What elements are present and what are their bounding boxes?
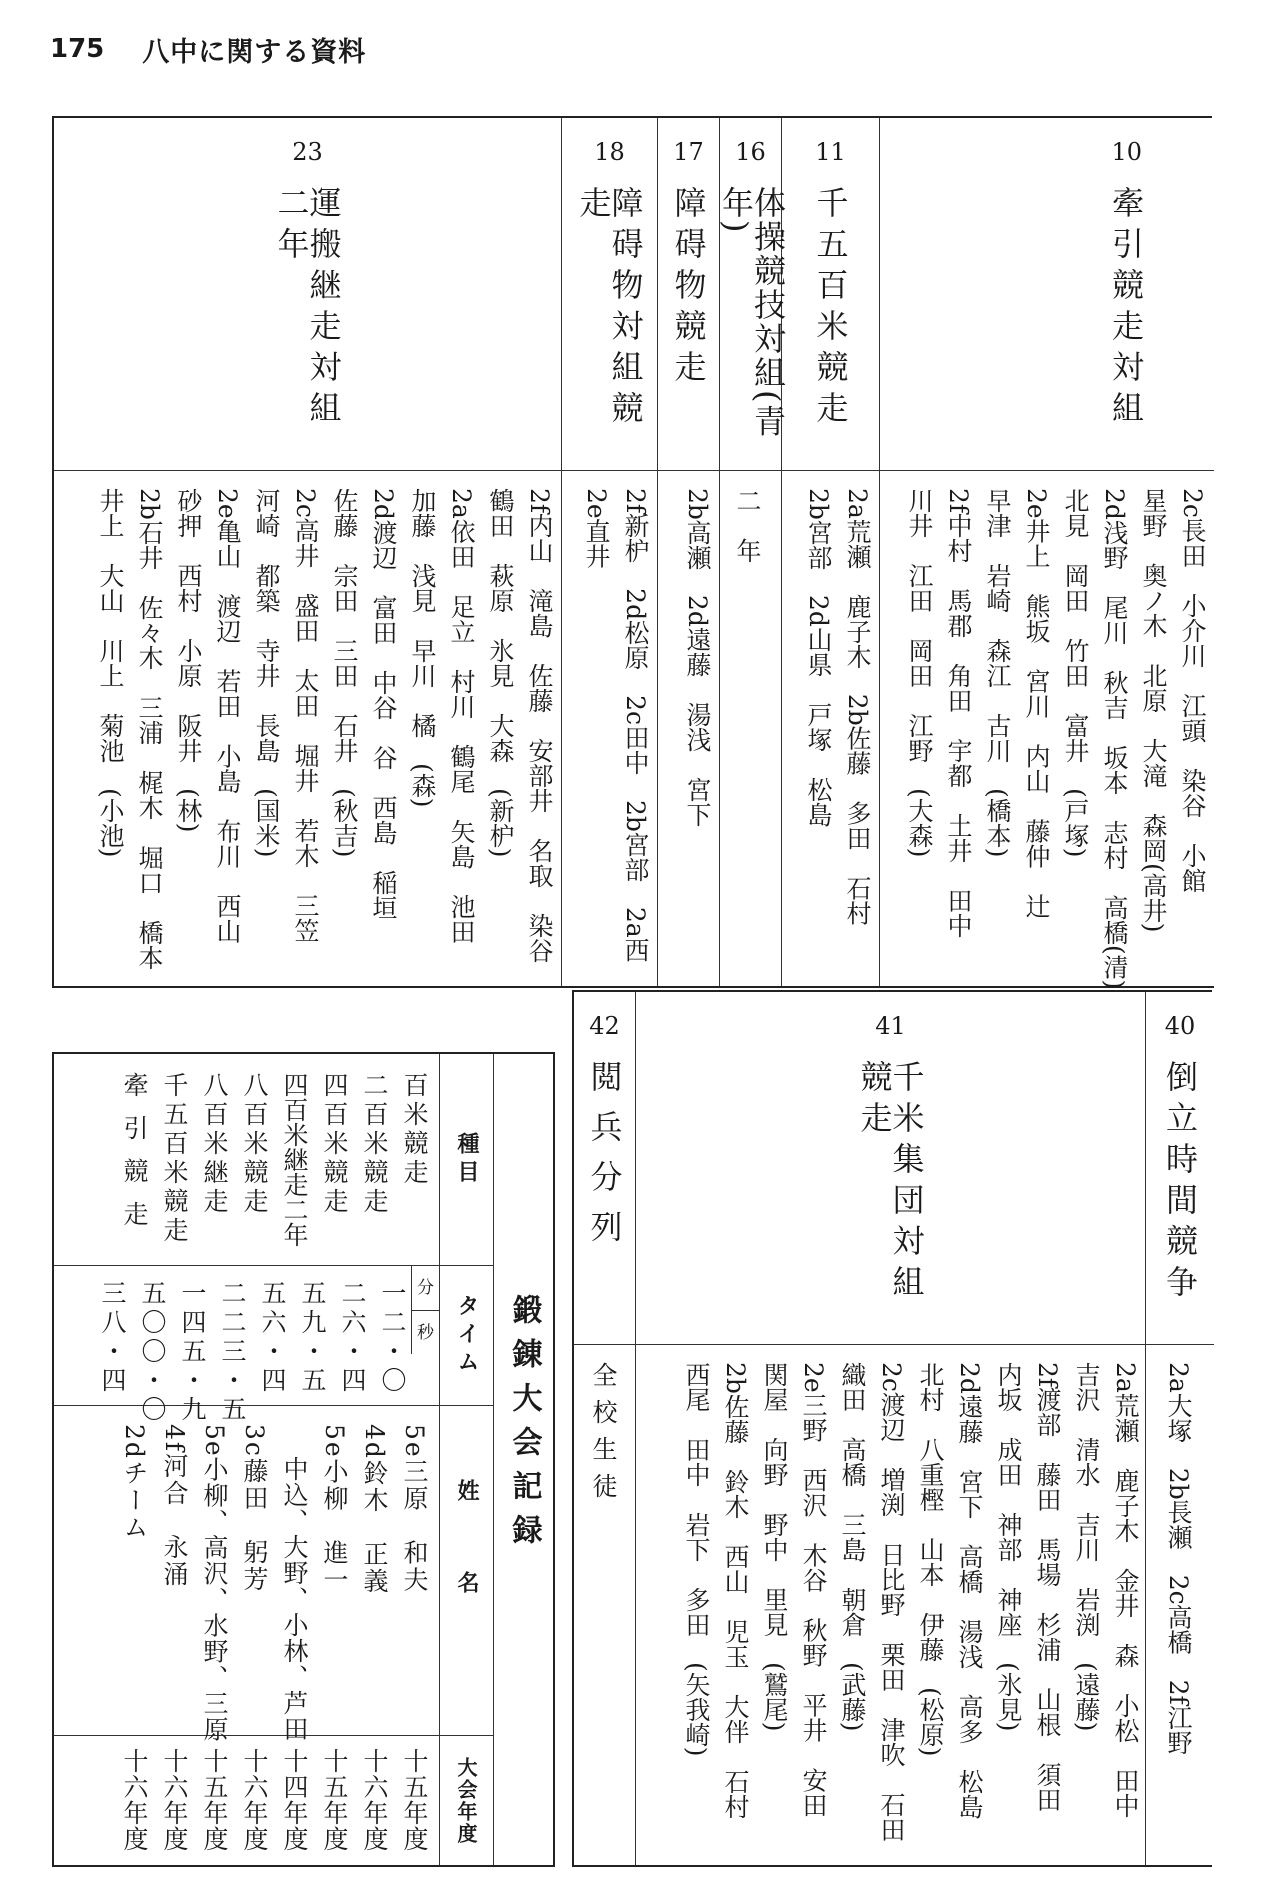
time-cell: 五〇〇・〇 (138, 1280, 167, 1425)
page-header (50, 24, 366, 74)
participant-list: 2b高瀬 2d遠藤 湯浅 宮下 (683, 488, 712, 827)
event-number: 18 (594, 138, 625, 166)
record-title-text: 鍛錬大会記録 (506, 1294, 542, 1558)
participant-list: 全校生徒 (589, 1362, 618, 1510)
time-cell: 二六・四 (338, 1280, 367, 1396)
event-number: 11 (815, 138, 846, 166)
event-column-42 (574, 992, 636, 1865)
participant-list: 2a荒瀬 鹿子木 2b佐藤 多田 石村 2b宮部 2d山県 戸塚 松島 (804, 488, 872, 926)
event-number: 23 (292, 138, 323, 166)
year-cell: 十六年度 (120, 1748, 149, 1852)
time-label: タイム (439, 1266, 493, 1405)
event-cell: 八百米競走 (240, 1072, 269, 1217)
event-title: 障碍物対組競走 (574, 186, 645, 432)
event-header (1146, 992, 1214, 1345)
year-cell: 十六年度 (160, 1748, 189, 1852)
event-number: 16 (735, 138, 766, 166)
name-cell: 2dチーム (120, 1424, 149, 1541)
time-cell: 一二・〇 (378, 1280, 407, 1396)
time-row (54, 1266, 493, 1425)
year-cell: 十四年度 (280, 1748, 309, 1852)
event-title: 牽引競走対組 (1107, 186, 1145, 432)
participant-list: 二 年 (733, 488, 762, 563)
event-column-16 (717, 118, 787, 986)
event-header (54, 118, 561, 471)
time-cell: 三八・四 (98, 1280, 127, 1396)
year-cell: 十六年度 (360, 1748, 389, 1852)
event-column-40 (1146, 992, 1214, 1865)
event-cell: 二百米競走 (360, 1072, 389, 1217)
year-cell: 十六年度 (240, 1748, 269, 1852)
name-cell: 5e小柳 進一 (320, 1424, 349, 1594)
event-column-41 (636, 992, 1146, 1865)
year-row (54, 1736, 493, 1865)
event-cell: 牽引競走 (120, 1072, 149, 1244)
participant-list: 2c長田 小介川 江頭 染谷 小館 星野 奥ノ木 北原 大滝 森岡(高井) 2d浅野 尾川 秋吉 坂本 志村 高橋(清) 北見 岡田 竹田 富井 (戸塚) 2e井上 熊坂 宮川 内山 藤仲 辻 早津 岩崎 森江 古川 (橋本) 2f中村 馬郡 角田 宇都 土井 田中 川井 江田 岡田 江野 (大森) (905, 488, 1207, 990)
event-title: 千米集団対組競走 (855, 1060, 926, 1306)
event-title: 運搬継走対組二年 (272, 186, 343, 432)
event-column-18 (562, 118, 658, 986)
event-header (562, 118, 657, 471)
event-column-10 (880, 118, 1214, 990)
top-event-table (52, 118, 1214, 988)
minute-label: 分 (411, 1266, 439, 1310)
name-cell: 3c藤田 躬芳 (240, 1424, 269, 1593)
event-cell: 百米競走 (400, 1072, 429, 1188)
year-label: 大会年度 (439, 1736, 493, 1865)
event-label: 種目 (439, 1054, 493, 1265)
bottom-event-table (572, 990, 1212, 1867)
event-header (717, 118, 787, 471)
event-column-23 (54, 118, 562, 986)
time-cell: 一四五・九 (178, 1280, 207, 1425)
event-title: 倒立時間競争 (1161, 1060, 1199, 1306)
year-cell: 十五年度 (400, 1748, 429, 1852)
time-cells (54, 1266, 411, 1425)
event-header (574, 992, 635, 1345)
event-title: 障碍物競走 (669, 186, 708, 391)
event-header (782, 118, 879, 471)
event-title: 千五百米競走 (811, 186, 850, 432)
event-header (658, 118, 719, 471)
event-column-17 (658, 118, 720, 986)
time-cell: 五九・五 (298, 1280, 327, 1396)
year-cell: 十五年度 (200, 1748, 229, 1852)
event-row (54, 1054, 493, 1266)
time-cell: 五六・四 (258, 1280, 287, 1396)
name-cell: 5e三原 和夫 (400, 1424, 429, 1594)
event-number: 40 (1164, 1012, 1196, 1040)
event-number: 17 (673, 138, 704, 166)
page-number: 175 (50, 34, 105, 64)
event-column-11 (782, 118, 880, 986)
event-cell: 四百米競走 (320, 1072, 349, 1217)
participant-list: 2a大塚 2b長瀬 2c高橋 2f江野 (1164, 1362, 1193, 1755)
event-number: 10 (1111, 138, 1142, 166)
event-header (636, 992, 1145, 1345)
event-title: 閲兵分列 (585, 1060, 624, 1260)
participant-list: 2f新枦 2d松原 2c田中 2b宮部 2a西 2e直井 (582, 488, 650, 963)
event-cell: 千五百米競走 (160, 1072, 189, 1246)
participant-list: 2f内山 滝島 佐藤 安部井 名取 染谷 鶴田 萩原 氷見 大森 (新枦) 2a依田 足立 村川 鶴尾 矢島 池田 加藤 浅見 早川 橘 (森) 2d渡辺 富田 中谷 谷 西島 稲垣 佐藤 宗田 三田 石井 (秋吉) 2c高井 盛田 太田 堀井 若木 三笠 河崎 都築 寺井 長島 (国米) 2e亀山 渡辺 若田 小島 布川 西山 砂押 西村 小原 阪井 (林) 2b石井 佐々木 三浦 梶木 堀口 橋本 井上 大山 川上 菊池 (小池) (96, 488, 554, 970)
name-cell: 4d鈴木 正義 (360, 1424, 389, 1595)
event-cells (54, 1054, 439, 1265)
name-cells (54, 1406, 439, 1743)
name-cell: 5e小柳、高沢、水野、三原 (200, 1424, 229, 1743)
event-header (880, 118, 1214, 471)
event-number: 41 (875, 1012, 906, 1040)
year-cell: 十五年度 (320, 1748, 349, 1852)
name-cell: 4f河合 永涌 (160, 1424, 189, 1589)
event-cell: 八百米継走 (200, 1072, 229, 1217)
record-title (493, 1054, 553, 1865)
name-cell: 中込、大野、小林、芦田 (280, 1456, 309, 1742)
page-title: 八中に関する資料 (142, 36, 367, 68)
record-table (52, 1052, 555, 1867)
year-cells (54, 1736, 439, 1865)
event-cell: 四百米継走二年 (280, 1072, 309, 1247)
name-label: 姓名 (439, 1406, 493, 1735)
time-cell: 二二三・五 (218, 1280, 247, 1425)
event-title: 体操競技対組(青年) (717, 186, 787, 439)
participant-list: 2a荒瀬 鹿子木 金井 森 小松 田中 吉沢 清水 吉川 岩渕 (遠藤) 2f渡部 藤田 馬場 杉浦 山根 須田 内坂 成田 神部 神座 (氷見) 2d遠藤 宮下 高橋 湯浅 高多 松島 北村 八重樫 山本 伊藤 (松原) 2c渡辺 増渕 日比野 栗田 津吹 石田 織田 高橋 三島 朝倉 (武藤) 2e三野 西沢 木谷 秋野 平井 安田 関屋 向野 野中 里見 (鷲尾) 2b佐藤 鈴木 西山 児玉 大伴 石村 西尾 田中 岩下 多田 (矢我崎) (682, 1362, 1140, 1842)
name-row (54, 1406, 493, 1743)
event-number: 42 (589, 1012, 620, 1040)
second-label: 秒 (411, 1310, 439, 1354)
